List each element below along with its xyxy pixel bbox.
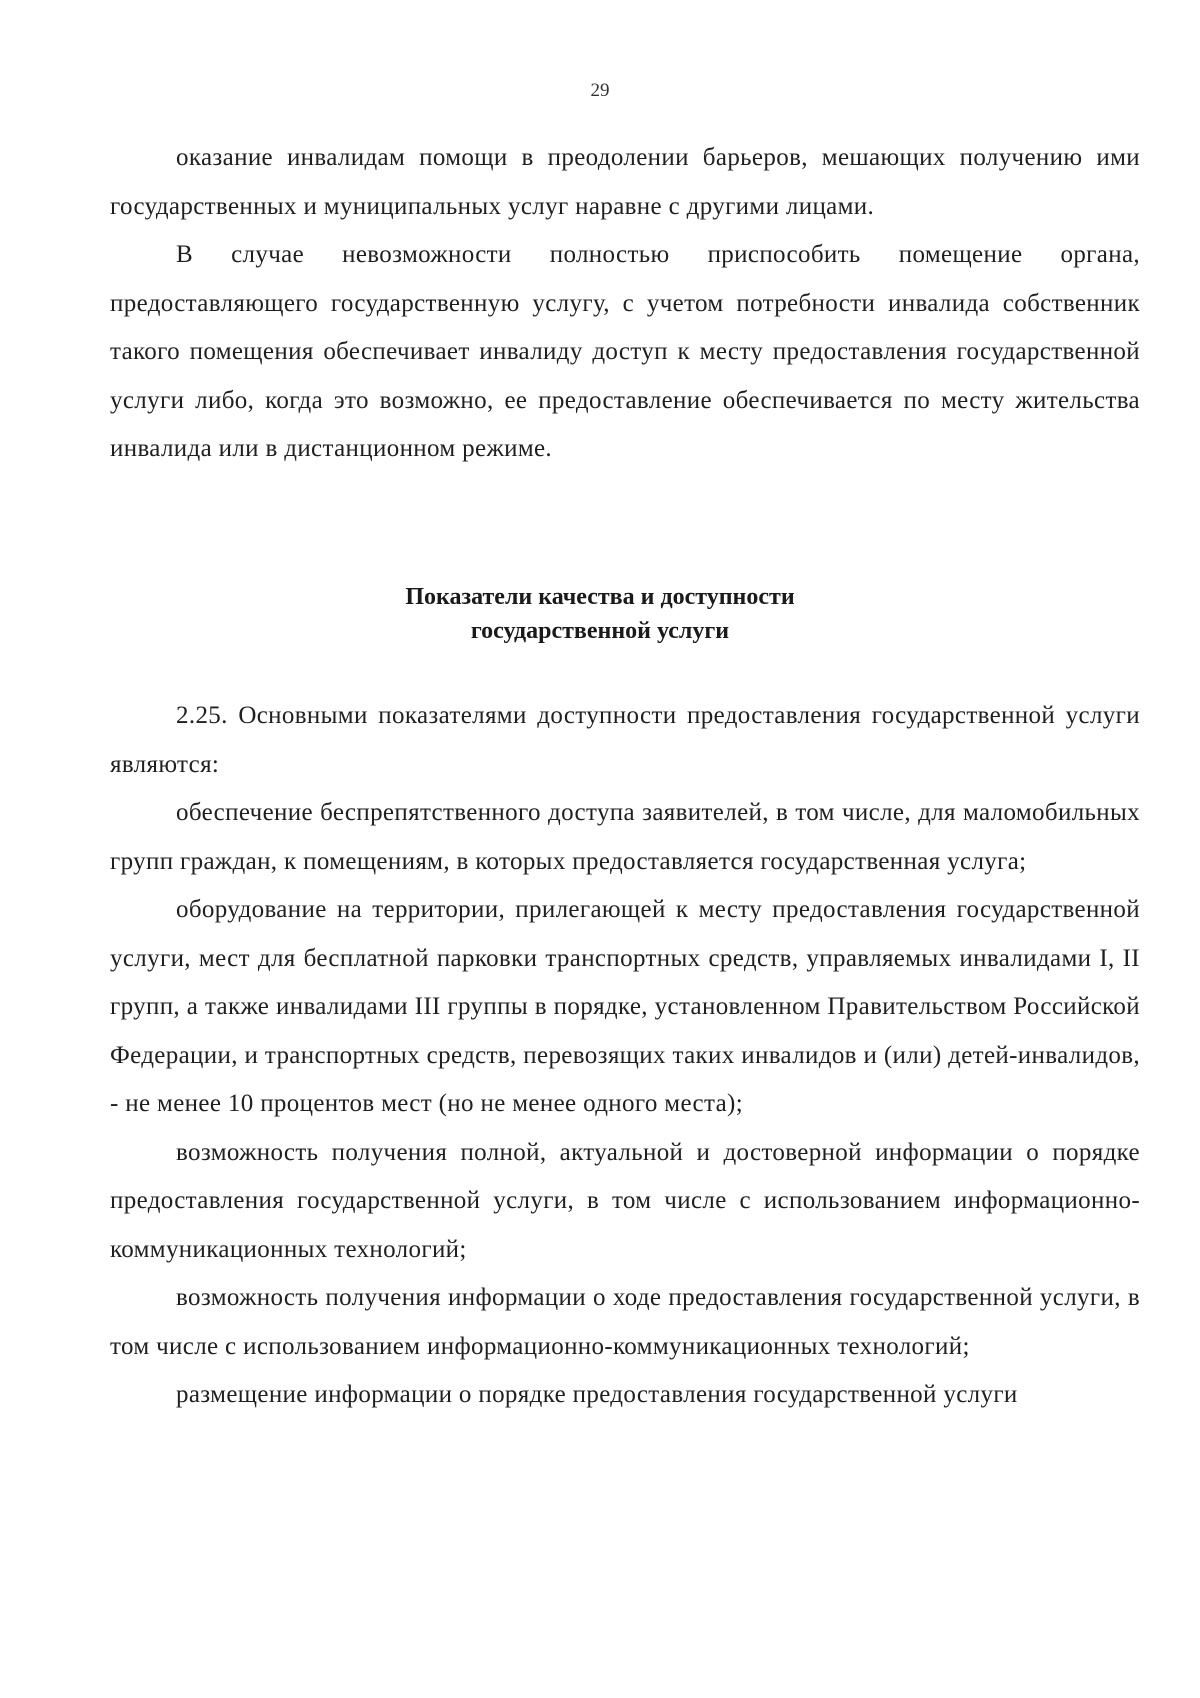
top-text-block (110, 134, 1140, 474)
section-heading (0, 580, 1200, 648)
paragraph: оказание инвалидам помощи в преодолении барьеров, мешающих получению ими государственных и муниципальных услуг наравне с другими лицами. (110, 144, 1140, 220)
paragraph: В случае невозможности полностью приспособить помещение органа, предоставляющего государственную услугу, с учетом потребности инвалида собственник такого помещения обеспечивает инвалиду доступ к месту предоставления государственной услуги либо, когда это возможно, ее предоставление обеспечивается по месту жительства инвалида или в дистанционном режиме. (110, 241, 1140, 462)
section-heading-line: Показатели качества и доступности (405, 584, 795, 610)
paragraph: возможность получения полной, актуальной и достоверной информации о порядке предоставления государственной услуги, в том числе с использованием информационно-коммуникационных технологий; (110, 1138, 1140, 1263)
page-number: 29 (590, 80, 610, 101)
paragraph: обеспечение беспрепятственного доступа заявителей, в том числе, для маломобильных групп граждан, к помещениям, в которых предоставляется государственная услуга; (110, 799, 1140, 875)
paragraph: 2.25. Основными показателями доступности предоставления государственной услуги являются: (110, 702, 1140, 778)
section-heading-line: государственной услуги (470, 618, 730, 644)
main-text-block (110, 692, 1140, 1420)
paragraph: размещение информации о порядке предоставления государственной услуги (176, 1381, 1018, 1408)
paragraph: оборудование на территории, прилегающей к месту предоставления государственной услуги, мест для бесплатной парковки транспортных средств, управляемых инвалидами I, II групп, а также инвалидами III группы в порядке, установленном Правительством Российской Федерации, и транспортных средств, перевозящих таких инвалидов и (или) детей-инвалидов, - не менее 10 процентов мест (но не менее одного места); (110, 896, 1140, 1117)
paragraph: возможность получения информации о ходе предоставления государственной услуги, в том числе с использованием информационно-коммуникационных технологий; (110, 1284, 1140, 1360)
